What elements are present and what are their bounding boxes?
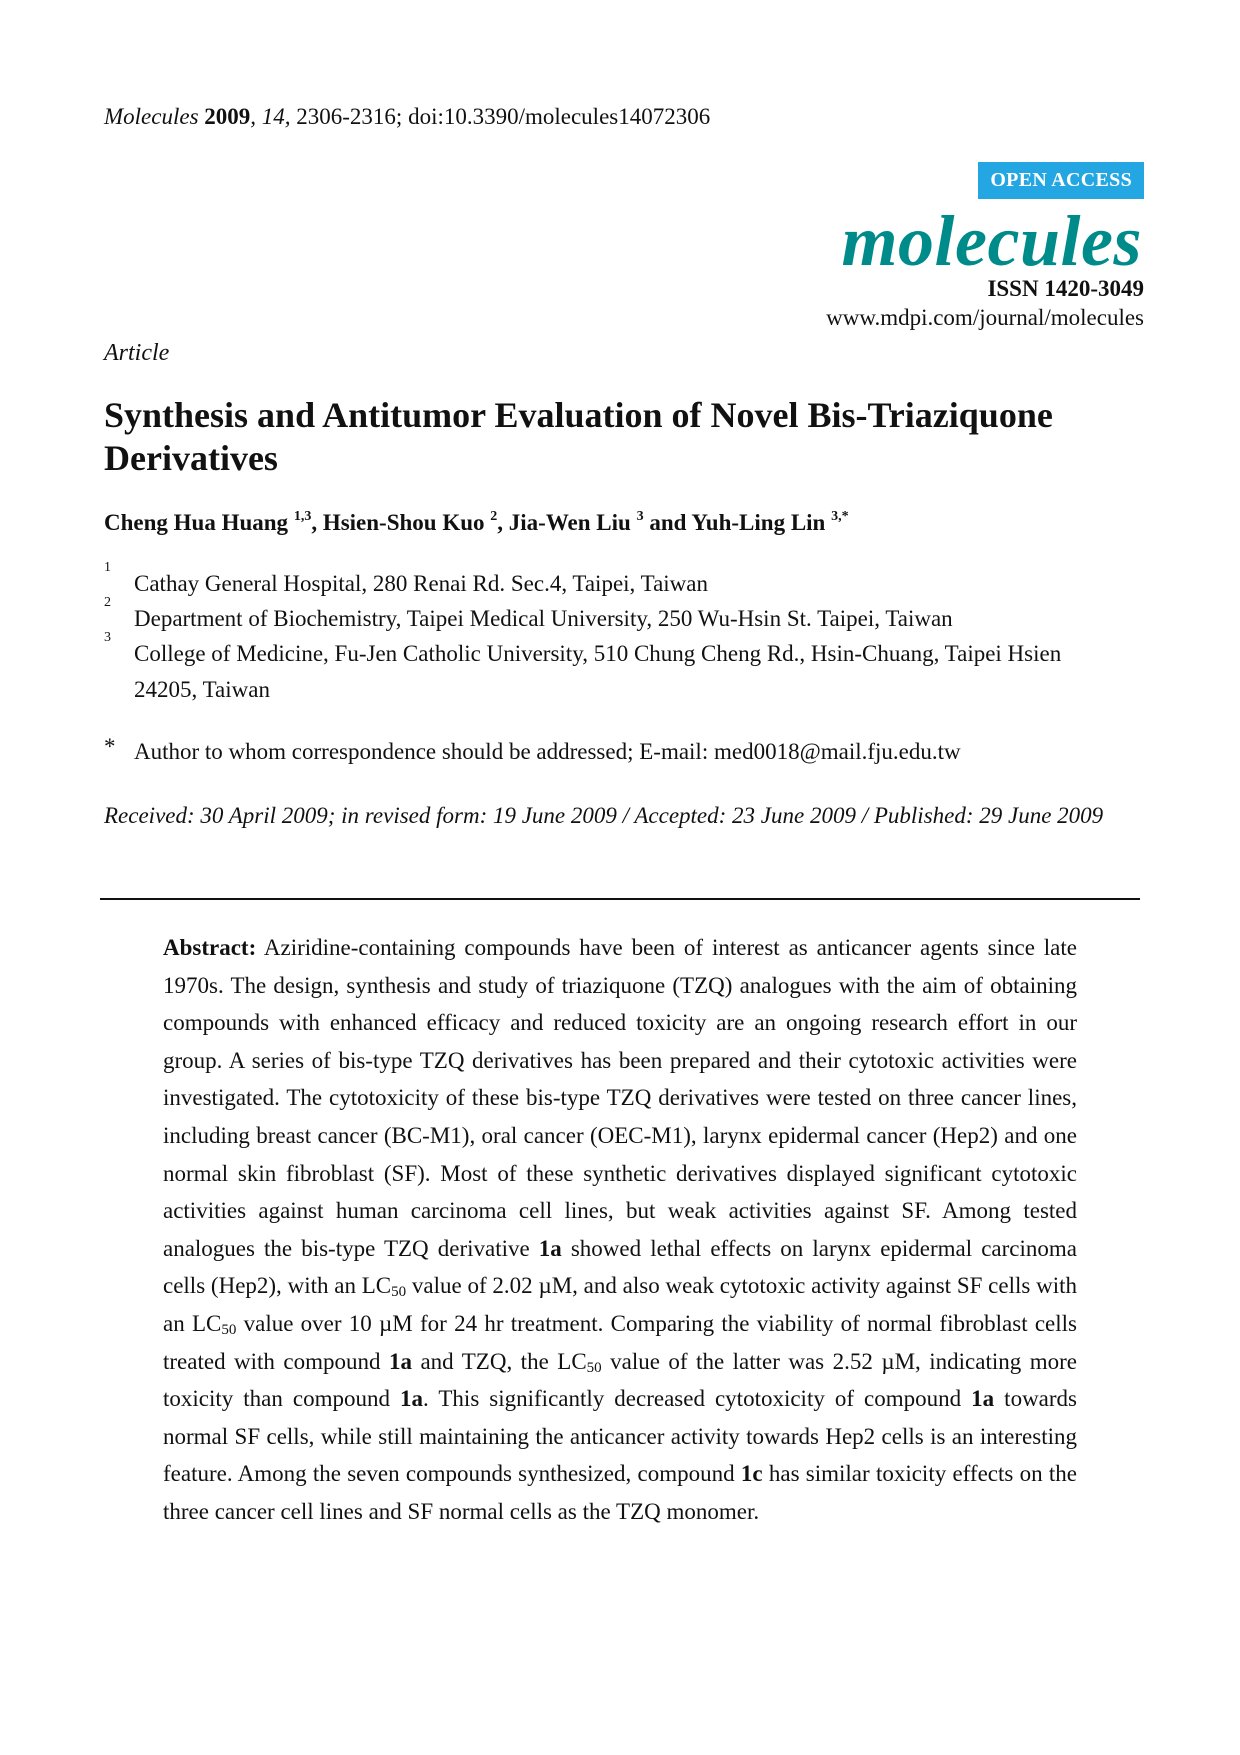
compound-label: 1a bbox=[400, 1386, 424, 1412]
citation-volume: 14 bbox=[261, 104, 285, 129]
compound-label: 1a bbox=[971, 1386, 995, 1412]
article-type: Article bbox=[104, 340, 170, 366]
compound-label: 1a bbox=[389, 1348, 412, 1374]
journal-logo: molecules bbox=[841, 201, 1142, 281]
author-list bbox=[104, 510, 849, 536]
abstract-text: Aziridine-containing compounds have been of interest as anticancer agents since late 1970s. The design, synthesis and study of triaziquone (TZQ) analogues with the aim of obtaining compounds with enhanced efficacy and reduced toxicity are an ongoing research effort in our group. A series of bis-type TZQ derivatives has been prepared and their cytotoxic activities were investigated. The cytotoxicity of these bis-type TZQ derivatives were tested on three cancer lines, including breast cancer (BC-M1), oral cancer (OEC-M1), larynx epidermal cancer (Hep2) and one normal skin fibroblast (SF). Most of these synthetic derivatives displayed significant cytotoxic activities against human carcinoma cell lines, but weak activities against SF. Among tested analogues the bis-type TZQ derivative bbox=[163, 935, 1077, 1261]
paper-title: Synthesis and Antitumor Evaluation of Novel Bis-Triaziquone Derivatives bbox=[104, 395, 1053, 478]
author-name: Hsien-Shou Kuo bbox=[322, 510, 485, 535]
abstract bbox=[163, 929, 1077, 1531]
abstract-body bbox=[163, 935, 1077, 1524]
open-access-badge: OPEN ACCESS bbox=[978, 162, 1144, 199]
affiliation-number: 3 bbox=[104, 630, 111, 645]
author-name: Cheng Hua Huang bbox=[104, 510, 289, 535]
author-separator: , bbox=[311, 510, 323, 535]
abstract-text: value of 2.02 µM, and also weak cytotoxic activity against SF cells with an LC bbox=[163, 1273, 1077, 1336]
abstract-text: has similar toxicity effects on the three cancer cell lines and SF normal cells as the TZQ monomer. bbox=[163, 1461, 1077, 1524]
affiliation-number: 2 bbox=[104, 595, 111, 610]
abstract-text: . This significantly decreased cytotoxicity of compound bbox=[423, 1386, 972, 1412]
abstract-text: showed lethal effects on larynx epidermal carcinoma cells (Hep2), with an LC bbox=[163, 1235, 1077, 1299]
abstract-text: towards normal SF cells, while still maintaining the anticancer activity towards Hep2 cells is an interesting feature. Among the seven compounds synthesized, compound bbox=[163, 1386, 1077, 1487]
section-divider bbox=[100, 898, 1140, 900]
correspondence-mark: * bbox=[104, 734, 116, 759]
affiliation-number: 1 bbox=[104, 560, 111, 575]
author-name: Jia-Wen Liu bbox=[508, 510, 631, 535]
abstract-text: value over 10 µM for 24 hr treatment. Comparing the viability of normal fibroblast cells treated with compound bbox=[163, 1310, 1077, 1374]
compound-label: 1c bbox=[740, 1461, 763, 1487]
abstract-label: Abstract: bbox=[163, 935, 257, 960]
author-separator: and bbox=[643, 510, 692, 535]
author-separator: , bbox=[497, 510, 509, 535]
subscript: 50 bbox=[586, 1359, 602, 1376]
publication-dates: Received: 30 April 2009; in revised form: 19 June 2009 / Accepted: 23 June 2009 / Published: 29 June 2009 bbox=[104, 803, 1104, 828]
subscript: 50 bbox=[391, 1284, 407, 1301]
compound-label: 1a bbox=[538, 1235, 562, 1261]
author-affiliation-mark: 3,* bbox=[831, 509, 849, 524]
author-affiliation-mark: 3 bbox=[636, 509, 644, 524]
correspondence-text: Author to whom correspondence should be addressed; E-mail: med0018@mail.fju.edu.tw bbox=[134, 739, 961, 764]
author-name: Yuh-Ling Lin bbox=[691, 510, 826, 535]
abstract-text: value of the latter was 2.52 µM, indicating more toxicity than compound bbox=[163, 1348, 1077, 1412]
citation-line: Molecules 2009, 14, 2306-2316; doi:10.3390/molecules14072306 bbox=[104, 104, 711, 129]
journal-url[interactable]: www.mdpi.com/journal/molecules bbox=[826, 305, 1144, 330]
issn: ISSN 1420-3049 bbox=[987, 276, 1144, 301]
affiliation-text: College of Medicine, Fu-Jen Catholic University, 510 Chung Cheng Rd., Hsin-Chuang, Taipei Hsien 24205, Taiwan bbox=[134, 641, 1062, 702]
affiliation-text: Cathay General Hospital, 280 Renai Rd. Sec.4, Taipei, Taiwan bbox=[134, 571, 708, 596]
author-affiliation-mark: 1,3 bbox=[293, 509, 312, 524]
citation-journal: Molecules bbox=[104, 104, 199, 129]
author-affiliation-mark: 2 bbox=[490, 509, 498, 524]
abstract-text: and TZQ, the LC bbox=[412, 1348, 587, 1374]
subscript: 50 bbox=[221, 1321, 237, 1338]
citation-year: 2009 bbox=[204, 104, 251, 129]
affiliation-text: Department of Biochemistry, Taipei Medical University, 250 Wu-Hsin St. Taipei, Taiwan bbox=[134, 606, 953, 631]
citation-pages-doi: 2306-2316; doi:10.3390/molecules14072306 bbox=[296, 104, 711, 129]
